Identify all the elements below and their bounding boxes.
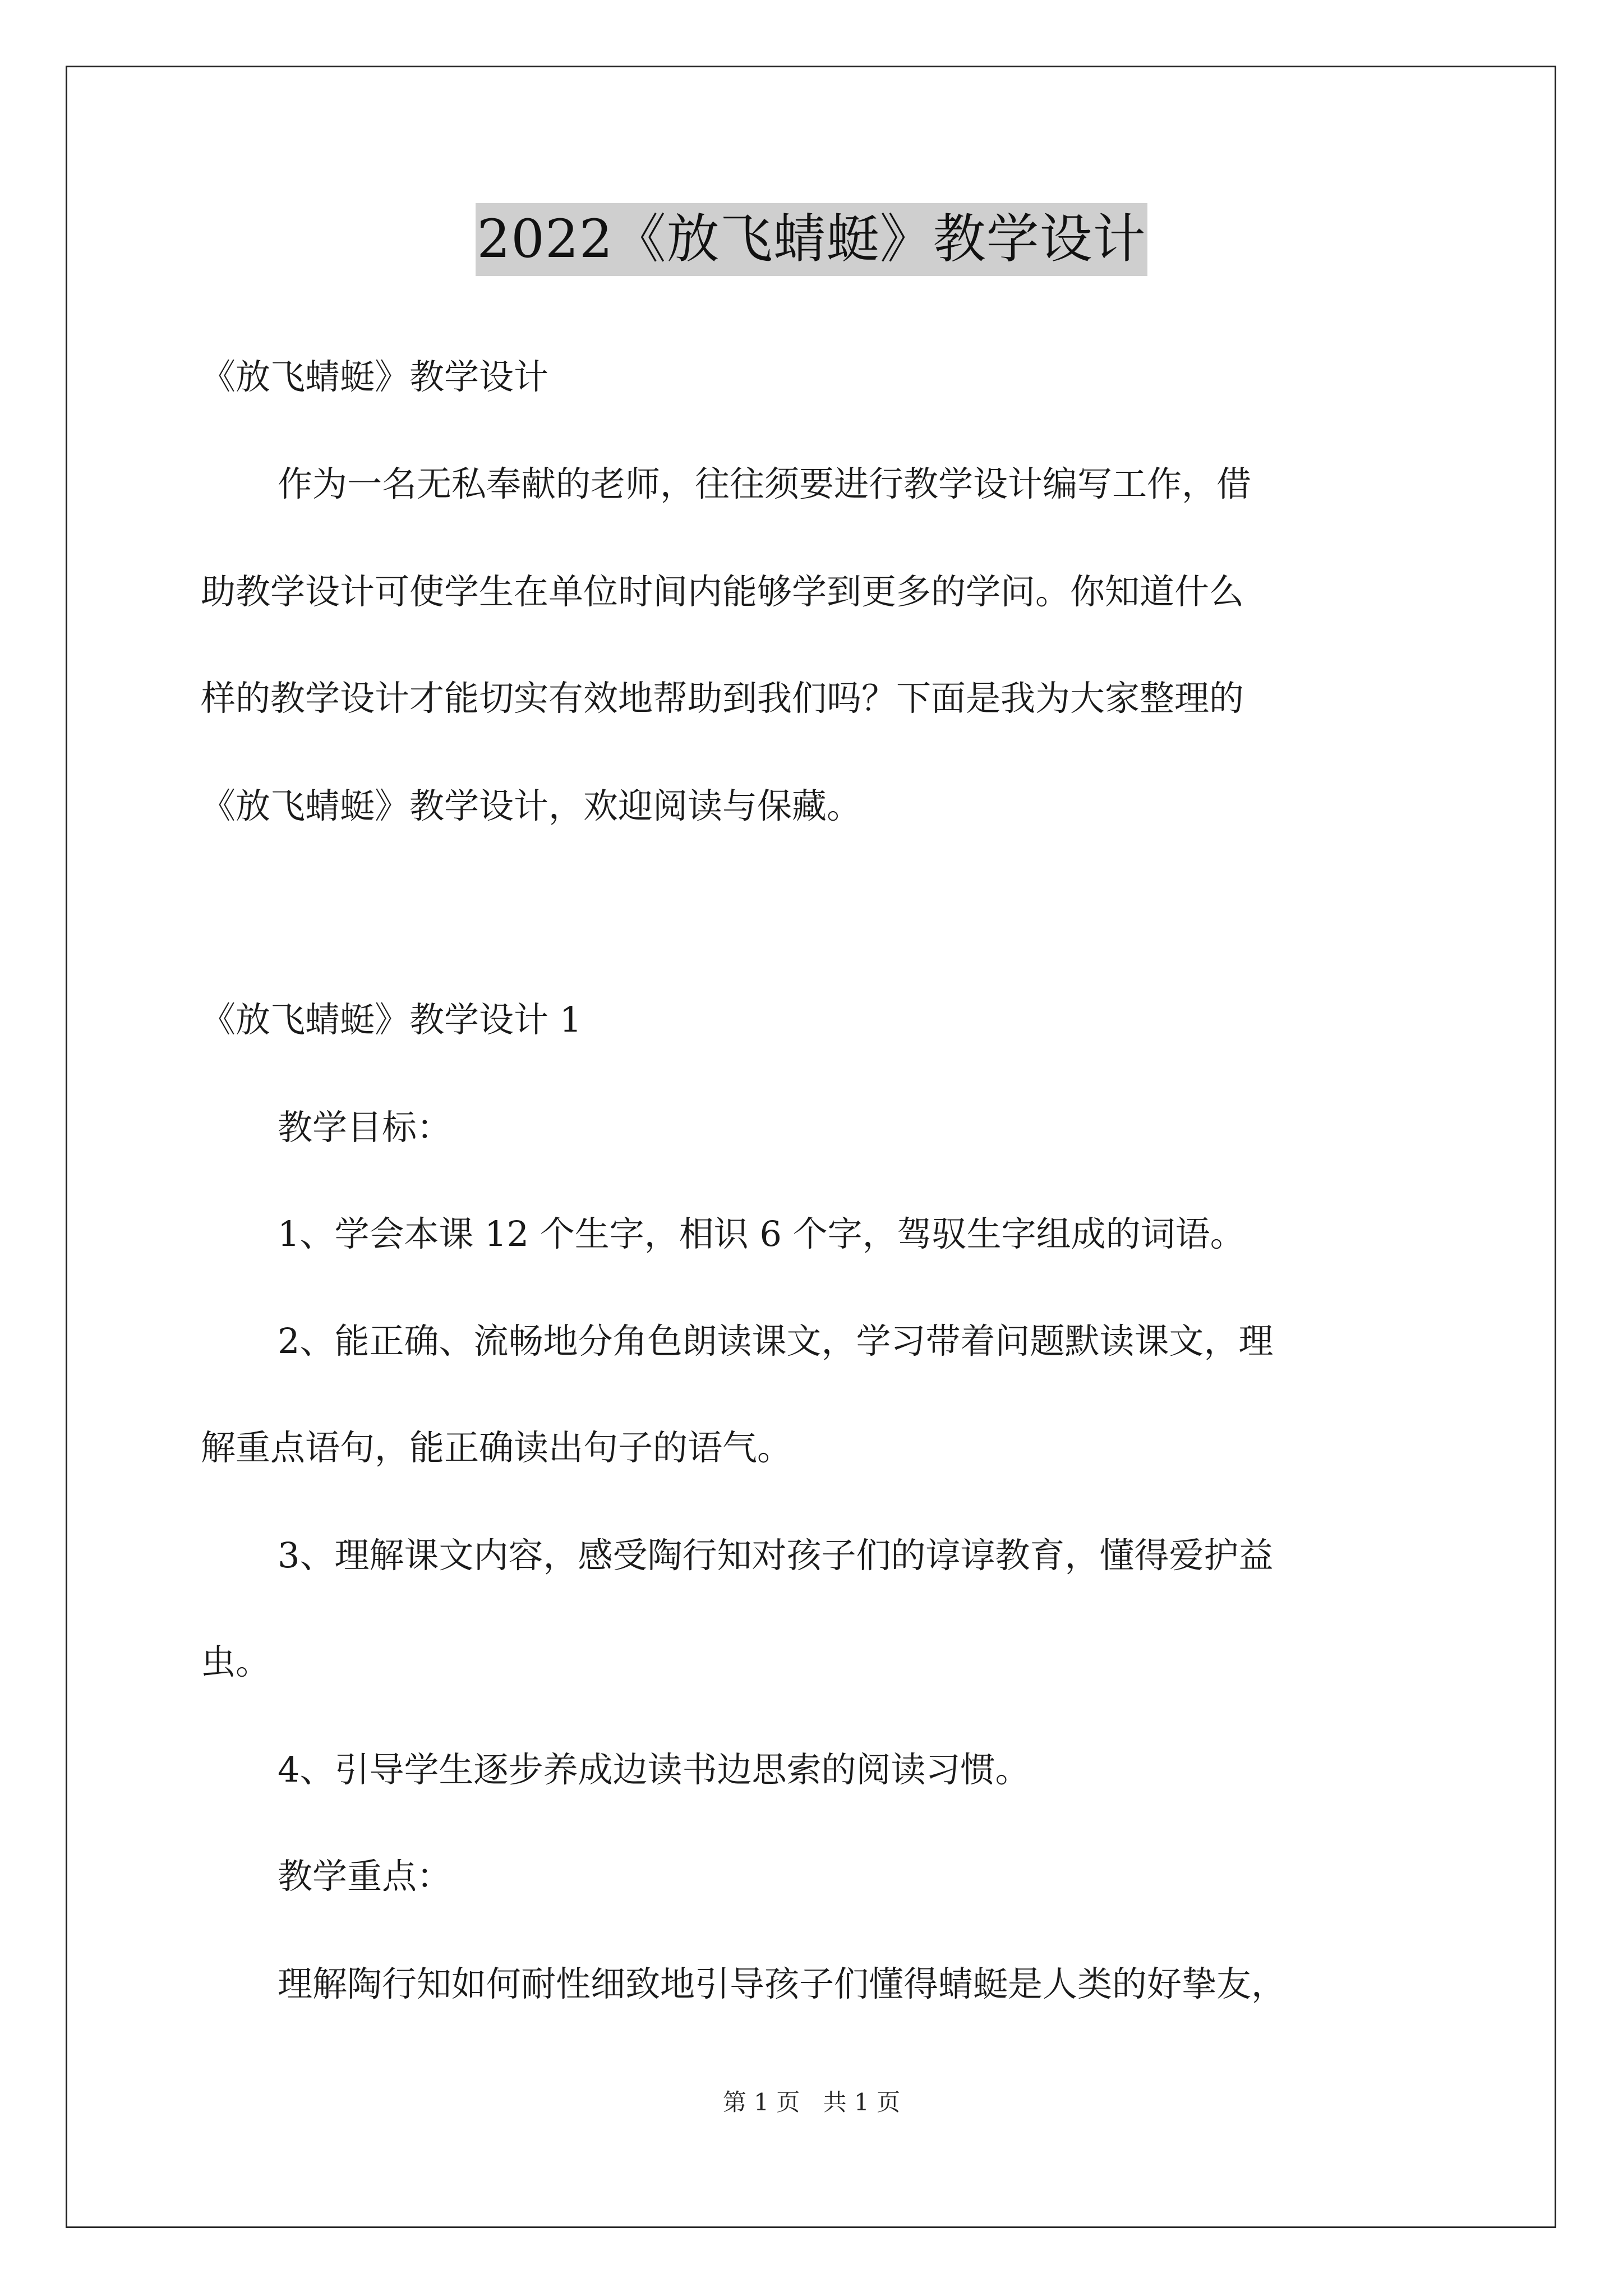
section-heading: 《放飞蜻蜓》教学设计 1 <box>201 999 582 1040</box>
subheading-key-points: 教学重点： <box>278 1856 452 1897</box>
objective-item: 1、学会本课 12 个生字，相识 6 个字，驾驭生字组成的词语。 <box>278 1213 1245 1254</box>
title-wrapper <box>0 203 1623 276</box>
page-total: 共 1 页 <box>823 2088 901 2116</box>
page-footer <box>0 2086 1623 2119</box>
paragraph-line: 样的教学设计才能切实有效地帮助到我们吗？下面是我为大家整理的 <box>201 678 1244 719</box>
objective-item: 3、理解课文内容，感受陶行知对孩子们的谆谆教育，懂得爱护益 <box>278 1535 1274 1576</box>
objective-item-continued: 虫。 <box>201 1641 271 1682</box>
page-number: 第 1 页 <box>722 2088 800 2116</box>
paragraph-line: 《放飞蜻蜓》教学设计，欢迎阅读与保藏。 <box>201 785 862 826</box>
objective-item: 2、能正确、流畅地分角色朗读课文，学习带着问题默读课文，理 <box>278 1320 1274 1361</box>
article-heading: 《放飞蜻蜓》教学设计 <box>201 356 549 397</box>
objective-item-continued: 解重点语句，能正确读出句子的语气。 <box>201 1427 792 1468</box>
paragraph-line: 作为一名无私奉献的老师，往往须要进行教学设计编写工作，借 <box>278 463 1252 504</box>
subheading-objectives: 教学目标： <box>278 1107 452 1148</box>
objective-item: 4、引导学生逐步养成边读书边思索的阅读习惯。 <box>278 1749 1030 1790</box>
paragraph-line: 助教学设计可使学生在单位时间内能够学到更多的学问。你知道什么 <box>201 571 1244 612</box>
document-title: 2022《放飞蜻蜓》教学设计 <box>476 203 1147 276</box>
paragraph-line: 理解陶行知如何耐性细致地引导孩子们懂得蜻蜓是人类的好挚友， <box>278 1963 1287 2004</box>
